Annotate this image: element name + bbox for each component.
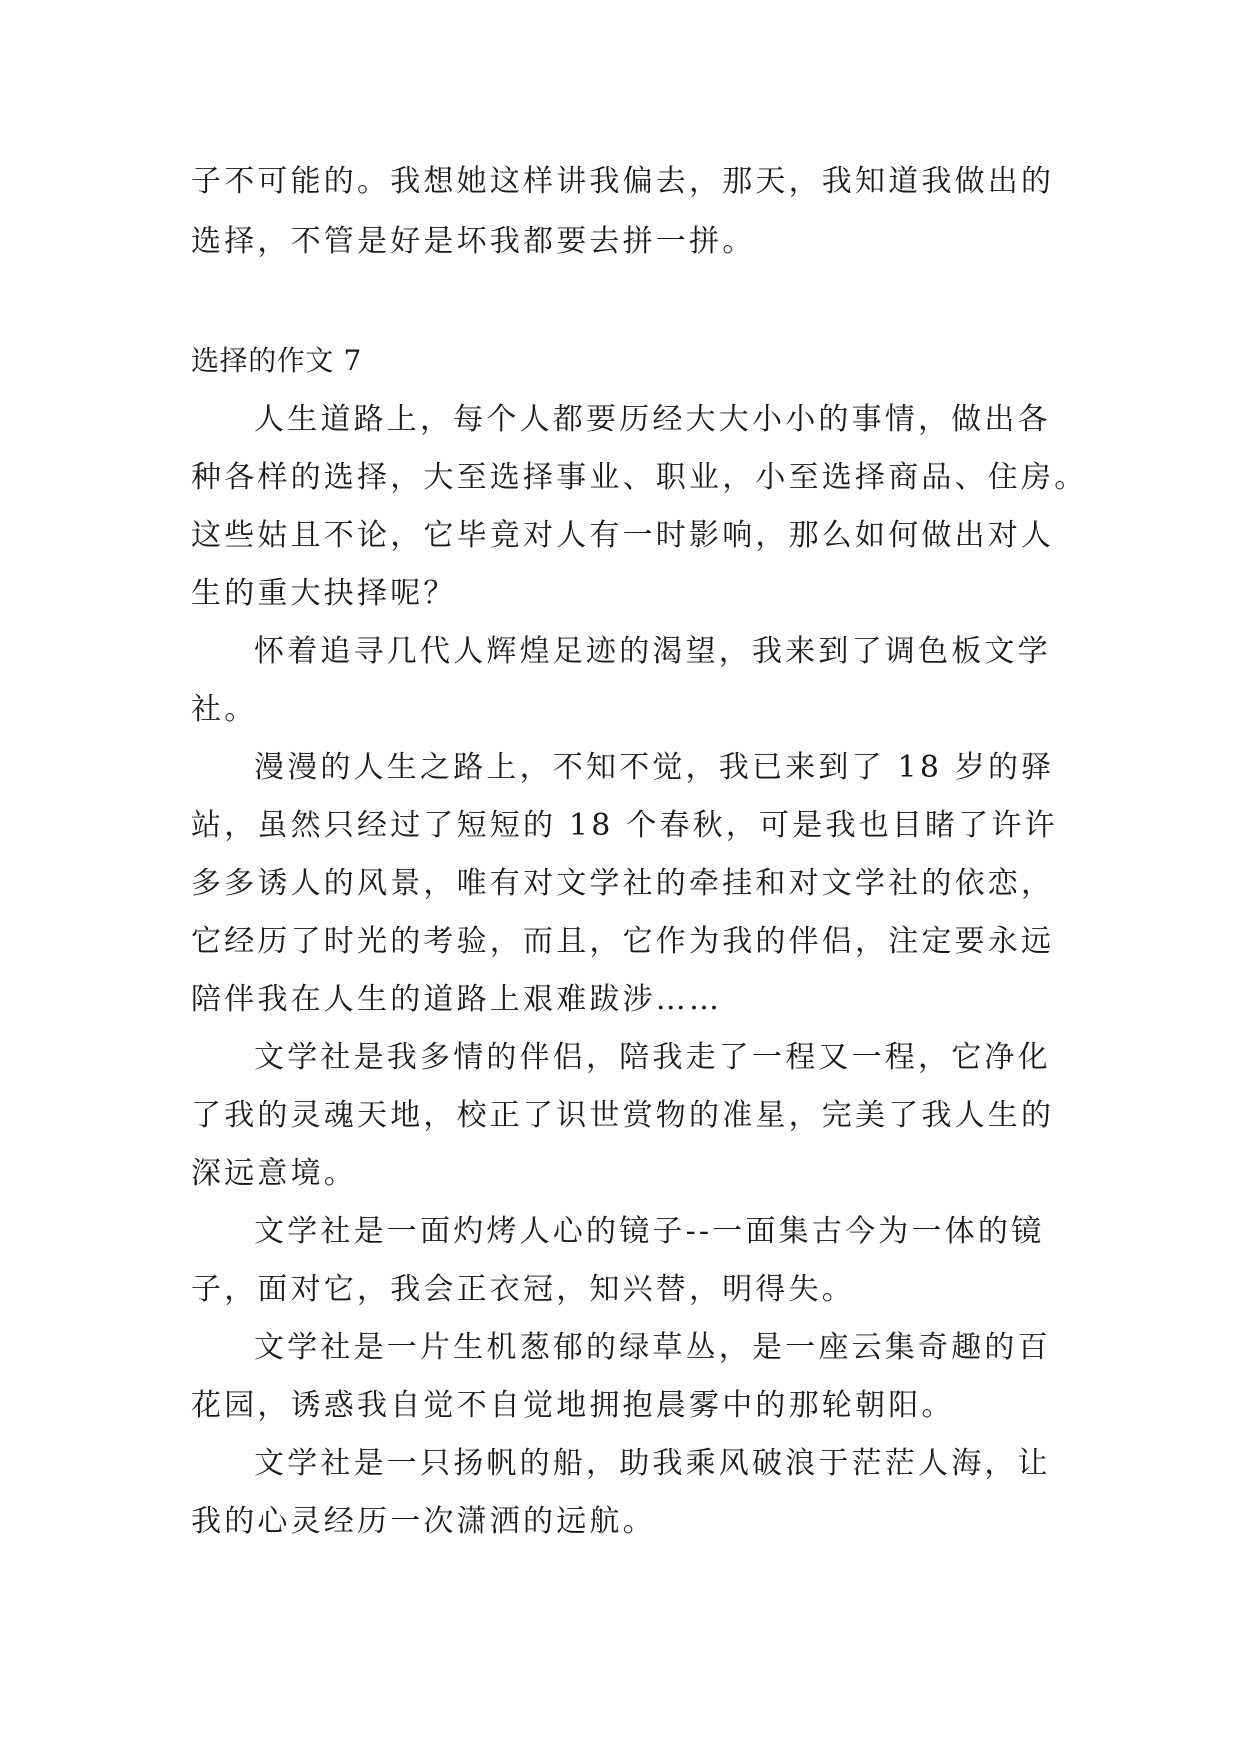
text-line: 多多诱人的风景，唯有对文学社的牵挂和对文学社的依恋，: [191, 866, 1055, 901]
text-line: 了我的灵魂天地，校正了识世赏物的准星，完美了我人生的: [191, 1098, 1055, 1133]
text-line: 陪伴我在人生的道路上艰难跋涉……: [191, 982, 723, 1017]
text-line: 文学社是一片生机葱郁的绿草丛，是一座云集奇趣的百: [254, 1330, 1051, 1365]
text-line: 子不可能的。我想她这样讲我偏去，那天，我知道我做出的: [191, 164, 1055, 199]
text-line: 社。: [191, 692, 258, 727]
text-line: 文学社是一只扬帆的船，助我乘风破浪于茫茫人海，让: [254, 1446, 1051, 1481]
text-line: 种各样的选择，大至选择事业、职业，小至选择商品、住房。: [191, 460, 1088, 495]
text-line: 我的心灵经历一次潇洒的远航。: [191, 1504, 656, 1539]
text-line: 它经历了时光的考验，而且，它作为我的伴侣，注定要永远: [191, 924, 1055, 959]
text-line: 选择，不管是好是坏我都要去拼一拼。: [191, 224, 756, 259]
text-line: 怀着追寻几代人辉煌足迹的渴望，我来到了调色板文学: [254, 634, 1051, 669]
text-line: 子，面对它，我会正衣冠，知兴替，明得失。: [191, 1272, 855, 1307]
text-line: 人生道路上，每个人都要历经大大小小的事情，做出各: [254, 402, 1051, 437]
section-heading: 选择的作文 7: [191, 344, 362, 377]
text-line: 漫漫的人生之路上，不知不觉，我已来到了 18 岁的驿: [254, 750, 1055, 785]
text-line: 深远意境。: [191, 1156, 357, 1191]
text-line: 文学社是我多情的伴侣，陪我走了一程又一程，它净化: [254, 1040, 1051, 1075]
text-line: 生的重大抉择呢？: [191, 576, 457, 611]
text-line: 文学社是一面灼烤人心的镜子--一面集古今为一体的镜: [254, 1214, 1045, 1249]
text-line: 这些姑且不论，它毕竟对人有一时影响，那么如何做出对人: [191, 518, 1055, 553]
text-line: 花园，诱惑我自觉不自觉地拥抱晨雾中的那轮朝阳。: [191, 1388, 955, 1423]
text-line: 站，虽然只经过了短短的 18 个春秋，可是我也目睹了许许: [191, 808, 1058, 843]
